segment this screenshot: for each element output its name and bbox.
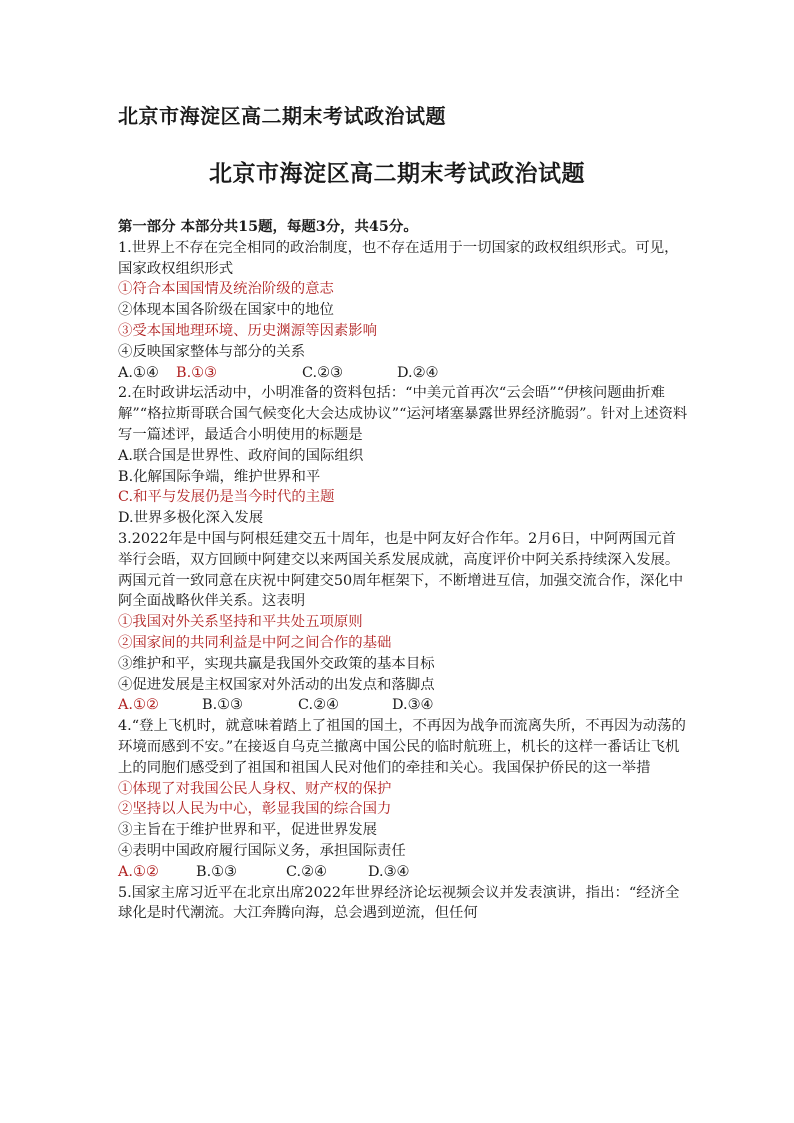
question-2-item-a: A.联合国是世界性、政府间的国际组织 xyxy=(118,447,364,464)
question-1-item-1: ①符合本国国情及统治阶级的意志 xyxy=(118,281,334,298)
question-3-item-2: ②国家间的共同利益是中阿之间合作的基础 xyxy=(118,634,392,651)
main-title: 北京市海淀区高二期末考试政治试题 xyxy=(209,160,585,187)
header-title: 北京市海淀区高二期末考试政治试题 xyxy=(118,104,446,128)
question-3-choice-b: B.①③ xyxy=(202,697,243,714)
question-4-choice-a: A.①② xyxy=(118,863,159,880)
question-2-item-b: B.化解国际争端，维护世界和平 xyxy=(118,468,321,485)
question-4-item-2: ②坚持以人民为中心，彰显我国的综合国力 xyxy=(118,801,392,818)
question-4-choice-c: C.②④ xyxy=(286,863,327,880)
question-1-stem: 1.世界上不存在完全相同的政治制度，也不存在适用于一切国家的政权组织形式。可见，国家政权组织形式 xyxy=(118,239,679,277)
question-3-item-1: ①我国对外关系坚持和平共处五项原则 xyxy=(118,614,363,631)
question-1-item-3: ③受本国地理环境、历史渊源等因素影响 xyxy=(118,322,378,339)
question-3-item-3: ③维护和平，实现共赢是我国外交政策的基本目标 xyxy=(118,655,435,672)
question-1-choice-b: B.①③ xyxy=(176,364,217,381)
question-2-stem: 2.在时政讲坛活动中，小明准备的资料包括：“中美元首再次“云会晤”“伊核问题曲折难解”“格拉斯哥联合国气候变化大会达成协议”“运河堵塞暴露世界经济脆弱”。针对上述资料写一篇述评，最适合小明使用的标题是 xyxy=(118,385,688,443)
question-1-choice-d: D.②④ xyxy=(397,364,439,381)
question-1-choice-c: C.②③ xyxy=(302,364,343,381)
question-1-item-4: ④反映国家整体与部分的关系 xyxy=(118,343,306,360)
question-2-item-c: C.和平与发展仍是当今时代的主题 xyxy=(118,489,335,506)
question-3-choice-d: D.③④ xyxy=(392,697,434,714)
question-4-item-4: ④表明中国政府履行国际义务，承担国际责任 xyxy=(118,842,406,859)
question-4-choice-b: B.①③ xyxy=(196,863,237,880)
question-4-choice-d: D.③④ xyxy=(368,863,410,880)
document-body xyxy=(118,217,688,924)
question-3-item-4: ④促进发展是主权国家对外活动的出发点和落脚点 xyxy=(118,676,435,693)
question-5-stem: 5.国家主席习近平在北京出席2022年世界经济论坛视频会议并发表演讲，指出：“经济全球化是时代潮流。大江奔腾向海，总会遇到逆流，但任何 xyxy=(118,884,680,922)
question-1-choices xyxy=(118,363,688,384)
section-heading: 第一部分 本部分共15题，每题3分，共45分。 xyxy=(118,218,418,235)
question-1-choice-a: A.①④ xyxy=(118,364,159,381)
question-4-stem: 4.“登上飞机时，就意味着踏上了祖国的国土，不再因为战争而流离失所，不再因为动荡的环境而感到不安。”在接返自乌克兰撤离中国公民的临时航班上，机长的这样一番话让飞机上的同胞们感受到了祖国和祖国人民对他们的牵挂和关心。我国保护侨民的这一举措 xyxy=(118,718,686,776)
question-4-item-3: ③主旨在于维护世界和平，促进世界发展 xyxy=(118,822,378,839)
question-4-item-1: ①体现了对我国公民人身权、财产权的保护 xyxy=(118,780,392,797)
question-4-choices xyxy=(118,862,688,883)
question-3-choices xyxy=(118,695,688,716)
question-3-stem: 3.2022年是中国与阿根廷建交五十周年，也是中阿友好合作年。2月6日，中阿两国元首举行会晤，双方回顾中阿建交以来两国关系发展成就，高度评价中阿关系持续深入发展。两国元首一致同意在庆祝中阿建交50周年框架下，不断增进互信，加强交流合作，深化中阿全面战略伙伴关系。这表明 xyxy=(118,530,684,610)
question-1-item-2: ②体现本国各阶级在国家中的地位 xyxy=(118,302,334,319)
question-2-item-d: D.世界多极化深入发展 xyxy=(118,510,264,527)
question-3-choice-a: A.①② xyxy=(118,697,159,714)
question-3-choice-c: C.②④ xyxy=(298,697,339,714)
